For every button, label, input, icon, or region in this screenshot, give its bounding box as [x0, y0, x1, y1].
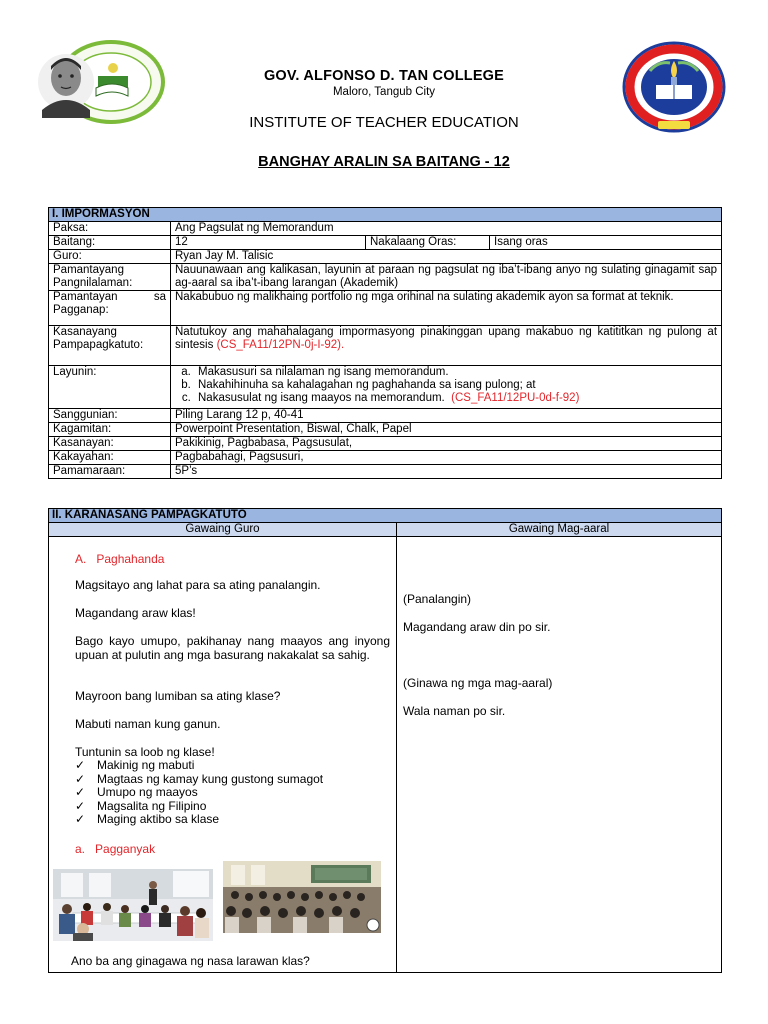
heading-letter: A. — [75, 552, 87, 566]
check-icon: ✓ — [75, 771, 86, 786]
layunin-label: Layunin: — [49, 366, 171, 409]
pamantayan-pagganap-value: Nakabubuo ng malikhaing portfolio ng mga orihinal na sulating akademik ayon sa format at teknik. — [171, 291, 722, 326]
guro-line-panalangin: Magsitayo ang lahat para sa ating panalangin. — [75, 578, 321, 592]
list-item: a. Makasusuri sa nilalaman ng isang memorandum. — [194, 366, 717, 379]
baitang-value: 12 — [171, 236, 366, 250]
pagganyak-heading — [75, 843, 155, 857]
paksa-value: Ang Pagsulat ng Memorandum — [171, 222, 722, 236]
kakayahan-label: Kakayahan: — [49, 451, 171, 465]
check-icon: ✓ — [75, 785, 86, 799]
list-item: b. Nakahihinuha sa kahalagahan ng paghahanda sa isang pulong; at — [194, 379, 717, 392]
pamantayang-pangnilalaman-label: Pamantayang Pangnilalaman: — [49, 264, 171, 291]
college-seal-logo — [36, 40, 166, 124]
sanggunian-label: Sanggunian: — [49, 409, 171, 423]
rule-text: Magtaas ng kamay kung gustong sumagot — [97, 771, 324, 786]
layunin-value — [171, 366, 722, 409]
layunin-list — [175, 366, 717, 405]
guro-line-mabuti: Mabuti naman kung ganun. — [75, 717, 221, 731]
college-address: Maloro, Tangub City — [332, 86, 436, 98]
list-item — [75, 773, 323, 787]
guro-value: Ryan Jay M. Talisic — [171, 250, 722, 264]
pagganyak-question: Ano ba ang ginagawa ng nasa larawan klas? — [71, 954, 310, 968]
sub-text: Pagganyak — [95, 842, 156, 856]
magaaral-response-panalangin: (Panalangin) — [403, 592, 472, 606]
institute-name: INSTITUTE OF TEACHER EDUCATION — [249, 114, 519, 131]
classroom-discussion-photo — [53, 869, 213, 941]
oras-label: Nakalaang Oras: — [366, 236, 490, 250]
list-item — [75, 800, 323, 814]
section-header-karanasan: II. KARANASANG PAMPAGKATUTO — [49, 509, 722, 523]
karanasan-table — [48, 508, 722, 973]
rule-text: Maging aktibo sa klase — [97, 812, 220, 826]
list-item — [75, 813, 323, 827]
guro-line-upuan: Bago kayo umupo, pakihanay nang maayos ang inyong upuan at pulutin ang mga basurang nakakalat sa sahig. — [75, 634, 390, 662]
sub-letter: a. — [75, 842, 86, 856]
rule-text: Magsalita ng Filipino — [97, 798, 207, 813]
column-header-guro: Gawaing Guro — [49, 523, 397, 537]
kasanayan-code: (CS_FA11/12PN-0j-I-92). — [216, 339, 345, 351]
rules-list — [75, 759, 323, 827]
kasanayan-value — [171, 326, 722, 366]
sanggunian-value: Piling Larang 12 p, 40-41 — [171, 409, 722, 423]
college-name: GOV. ALFONSO D. TAN COLLEGE — [263, 68, 505, 84]
rule-text: Umupo ng maayos — [97, 785, 198, 799]
kasanayan2-value: Pakikinig, Pagbabasa, Pagsusulat, — [171, 437, 722, 451]
guro-line-greeting: Magandang araw klas! — [75, 606, 196, 620]
list-item — [75, 759, 323, 773]
magaaral-response-greeting: Magandang araw din po sir. — [403, 620, 551, 634]
check-icon: ✓ — [75, 798, 86, 813]
list-item — [75, 786, 323, 800]
pamamaraan-label: Pamamaraan: — [49, 465, 171, 479]
kasanayan-text: Natutukoy ang mahahalagang impormasyong pinakinggan upang makabuo ng katititkan ng pulong at sintesis — [175, 326, 718, 351]
magaaral-response-wala: Wala naman po sir. — [403, 704, 506, 718]
pamamaraan-value: 5P’s — [171, 465, 722, 479]
column-header-magaaral: Gawaing Mag-aaral — [397, 523, 722, 537]
check-icon: ✓ — [75, 812, 86, 826]
layunin-item-c: Nakasusulat ng isang maayos na memorandum. — [198, 392, 445, 404]
magaaral-column — [397, 537, 722, 973]
list-item — [194, 392, 717, 405]
kasanayan2-label: Kasanayan: — [49, 437, 171, 451]
guro-line-tuntunin: Tuntunin sa loob ng klase! — [75, 745, 215, 759]
lecture-hall-photo — [223, 861, 381, 933]
kakayahan-value: Pagbabahagi, Pagsusuri, — [171, 451, 722, 465]
magaaral-response-ginawa: (Ginawa ng mga mag-aaral) — [403, 676, 553, 690]
check-icon: ✓ — [75, 758, 86, 772]
information-table — [48, 207, 722, 479]
guro-line-lumiban: Mayroon bang lumiban sa ating klase? — [75, 689, 281, 703]
paghahanda-heading — [75, 553, 164, 567]
guro-column — [49, 537, 397, 973]
baitang-label: Baitang: — [49, 236, 171, 250]
guro-label: Guro: — [49, 250, 171, 264]
pamantayan-pagganap-label: Pamantayan sa Pagganap: — [49, 291, 171, 326]
layunin-code: (CS_FA11/12PU-0d-f-92) — [451, 392, 580, 404]
kagamitan-value: Powerpoint Presentation, Biswal, Chalk, Papel — [171, 423, 722, 437]
kasanayan-label: Kasanayang Pampapagkatuto: — [49, 326, 171, 366]
kagamitan-label: Kagamitan: — [49, 423, 171, 437]
institute-seal-logo — [622, 41, 726, 133]
lesson-plan-title: BANGHAY ARALIN SA BAITANG - 12 — [258, 154, 510, 170]
heading-text: Paghahanda — [96, 552, 165, 566]
paksa-label: Paksa: — [49, 222, 171, 236]
oras-value: Isang oras — [490, 236, 722, 250]
section-header-impormasyon: I. IMPORMASYON — [49, 208, 722, 222]
pamantayang-pangnilalaman-value: Nauunawaan ang kalikasan, layunin at paraan ng pagsulat ng iba’t-ibang anyo ng sulating ginagamit sap ag-aaral sa iba’t-ibang larangan (Akademik) — [171, 264, 722, 291]
rule-text: Makinig ng mabuti — [97, 758, 195, 772]
